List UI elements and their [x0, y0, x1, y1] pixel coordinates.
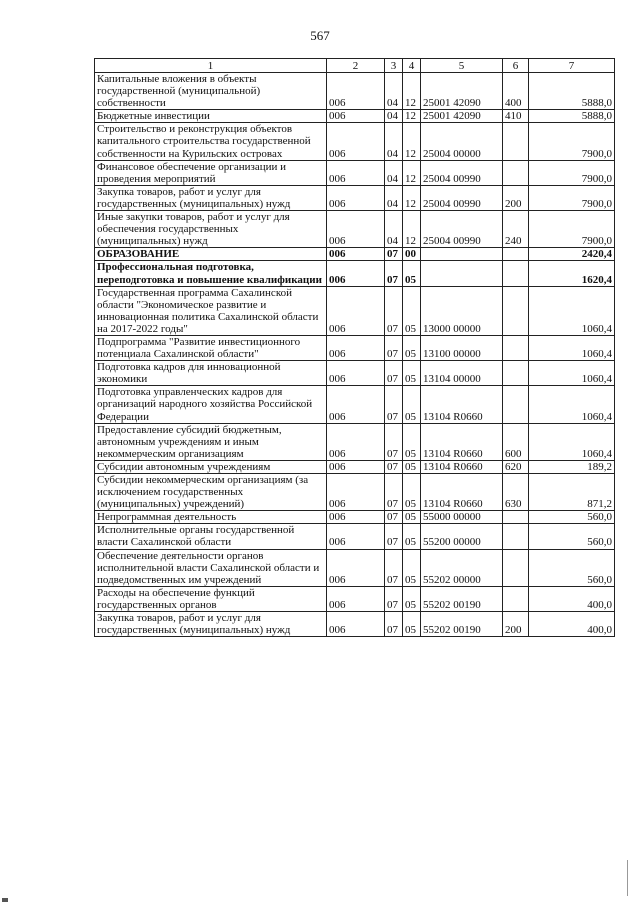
table-row: [95, 460, 615, 473]
row-col5-cell: 25004 00990: [421, 185, 503, 210]
row-col4-cell: 05: [403, 386, 421, 423]
row-col4-cell: 05: [403, 586, 421, 611]
table-row: [95, 386, 615, 423]
row-col4-cell: 12: [403, 73, 421, 110]
row-col5-cell: 25004 00000: [421, 123, 503, 160]
row-name-cell: Непрограммная деятельность: [95, 511, 327, 524]
row-col2-cell: 006: [327, 335, 385, 360]
row-name-cell: Субсидии некоммерческим организациям (за исключением государственных (муниципальных) учреждений): [95, 474, 327, 511]
row-col2-cell: 006: [327, 361, 385, 386]
row-col3-cell: 04: [385, 211, 403, 248]
row-col3-cell: 07: [385, 612, 403, 637]
row-amount-cell: 1060,4: [529, 386, 615, 423]
row-col5-cell: 55200 00000: [421, 524, 503, 549]
row-col5-cell: 25004 00990: [421, 211, 503, 248]
row-amount-cell: 2420,4: [529, 248, 615, 261]
row-col3-cell: 07: [385, 524, 403, 549]
row-name-cell: Подготовка управленческих кадров для организаций народного хозяйства Российской Федерации: [95, 386, 327, 423]
row-amount-cell: 1060,4: [529, 335, 615, 360]
row-name-cell: Исполнительные органы государственной власти Сахалинской области: [95, 524, 327, 549]
row-amount-cell: 560,0: [529, 511, 615, 524]
row-name-cell: Бюджетные инвестиции: [95, 110, 327, 123]
row-col4-cell: 05: [403, 423, 421, 460]
row-col4-cell: 12: [403, 110, 421, 123]
table-row: [95, 549, 615, 586]
row-col3-cell: 04: [385, 73, 403, 110]
row-col6-cell: [503, 361, 529, 386]
table-row: [95, 286, 615, 335]
row-col2-cell: 006: [327, 261, 385, 286]
row-col6-cell: 620: [503, 460, 529, 473]
row-col3-cell: 07: [385, 474, 403, 511]
row-col2-cell: 006: [327, 524, 385, 549]
row-amount-cell: 189,2: [529, 460, 615, 473]
row-col6-cell: 400: [503, 73, 529, 110]
row-col5-cell: 55202 00190: [421, 612, 503, 637]
header-col-4: 4: [403, 59, 421, 73]
table-row: [95, 423, 615, 460]
row-amount-cell: 5888,0: [529, 73, 615, 110]
row-col5-cell: [421, 248, 503, 261]
row-amount-cell: 5888,0: [529, 110, 615, 123]
row-col4-cell: 05: [403, 460, 421, 473]
row-col2-cell: 006: [327, 110, 385, 123]
row-name-cell: Субсидии автономным учреждениям: [95, 460, 327, 473]
row-name-cell: Государственная программа Сахалинской области "Экономическое развитие и инновационная политика Сахалинской области на 2017-2022 годы": [95, 286, 327, 335]
row-col5-cell: 13104 R0660: [421, 460, 503, 473]
row-col5-cell: 25001 42090: [421, 73, 503, 110]
row-amount-cell: 7900,0: [529, 123, 615, 160]
row-col3-cell: 04: [385, 185, 403, 210]
row-col6-cell: 240: [503, 211, 529, 248]
table-row: [95, 110, 615, 123]
header-col-1: 1: [95, 59, 327, 73]
row-col4-cell: 05: [403, 361, 421, 386]
row-col3-cell: 07: [385, 286, 403, 335]
table-row: [95, 335, 615, 360]
budget-table-container: [94, 58, 614, 637]
row-name-cell: Закупка товаров, работ и услуг для государственных (муниципальных) нужд: [95, 185, 327, 210]
row-col4-cell: 05: [403, 286, 421, 335]
row-col5-cell: 55000 00000: [421, 511, 503, 524]
table-row: [95, 474, 615, 511]
row-amount-cell: 871,2: [529, 474, 615, 511]
table-row: [95, 586, 615, 611]
header-col-6: 6: [503, 59, 529, 73]
row-col5-cell: 13104 00000: [421, 361, 503, 386]
row-col2-cell: 006: [327, 549, 385, 586]
row-col2-cell: 006: [327, 460, 385, 473]
row-col6-cell: 410: [503, 110, 529, 123]
row-col5-cell: 13000 00000: [421, 286, 503, 335]
row-col2-cell: 006: [327, 248, 385, 261]
row-amount-cell: 560,0: [529, 549, 615, 586]
row-col5-cell: 13100 00000: [421, 335, 503, 360]
row-col5-cell: 13104 R0660: [421, 386, 503, 423]
row-col5-cell: 13104 R0660: [421, 474, 503, 511]
row-name-cell: Капитальные вложения в объекты государственной (муниципальной) собственности: [95, 73, 327, 110]
row-name-cell: Профессиональная подготовка, переподготовка и повышение квалификации: [95, 261, 327, 286]
row-col6-cell: 600: [503, 423, 529, 460]
row-amount-cell: 7900,0: [529, 185, 615, 210]
row-col3-cell: 07: [385, 361, 403, 386]
row-col3-cell: 07: [385, 549, 403, 586]
row-name-cell: Закупка товаров, работ и услуг для государственных (муниципальных) нужд: [95, 612, 327, 637]
header-row: [95, 59, 615, 73]
row-col3-cell: 07: [385, 248, 403, 261]
row-col3-cell: 07: [385, 386, 403, 423]
table-row: [95, 511, 615, 524]
header-col-2: 2: [327, 59, 385, 73]
row-col2-cell: 006: [327, 386, 385, 423]
row-col3-cell: 04: [385, 110, 403, 123]
row-col3-cell: 07: [385, 261, 403, 286]
row-col4-cell: 05: [403, 335, 421, 360]
table-row: [95, 524, 615, 549]
row-col4-cell: 05: [403, 261, 421, 286]
row-col6-cell: [503, 524, 529, 549]
row-col3-cell: 07: [385, 460, 403, 473]
row-col3-cell: 07: [385, 511, 403, 524]
row-col5-cell: 25001 42090: [421, 110, 503, 123]
row-col6-cell: [503, 160, 529, 185]
row-amount-cell: 1060,4: [529, 423, 615, 460]
header-col-5: 5: [421, 59, 503, 73]
row-col6-cell: [503, 549, 529, 586]
row-col4-cell: 05: [403, 511, 421, 524]
row-amount-cell: 1060,4: [529, 361, 615, 386]
row-col2-cell: 006: [327, 160, 385, 185]
row-name-cell: Предоставление субсидий бюджетным, автономным учреждениям и иным некоммерческим организациям: [95, 423, 327, 460]
row-name-cell: Подпрограмма "Развитие инвестиционного потенциала Сахалинской области": [95, 335, 327, 360]
row-col6-cell: [503, 386, 529, 423]
row-amount-cell: 1620,4: [529, 261, 615, 286]
row-col4-cell: 00: [403, 248, 421, 261]
row-col5-cell: 55202 00000: [421, 549, 503, 586]
row-col4-cell: 05: [403, 549, 421, 586]
row-col2-cell: 006: [327, 185, 385, 210]
row-col3-cell: 07: [385, 423, 403, 460]
row-col6-cell: 200: [503, 612, 529, 637]
row-col4-cell: 12: [403, 211, 421, 248]
row-name-cell: Обеспечение деятельности органов исполнительной власти Сахалинской области и подведомственных им учреждений: [95, 549, 327, 586]
row-col4-cell: 12: [403, 185, 421, 210]
row-name-cell: Строительство и реконструкция объектов капитального строительства государственной собственности на Курильских островах: [95, 123, 327, 160]
row-col2-cell: 006: [327, 123, 385, 160]
row-name-cell: Расходы на обеспечение функций государственных органов: [95, 586, 327, 611]
table-row: [95, 211, 615, 248]
row-amount-cell: 560,0: [529, 524, 615, 549]
row-col6-cell: [503, 335, 529, 360]
row-col4-cell: 05: [403, 612, 421, 637]
row-amount-cell: 7900,0: [529, 160, 615, 185]
budget-table: [94, 58, 615, 637]
row-col5-cell: 25004 00990: [421, 160, 503, 185]
row-col2-cell: 006: [327, 211, 385, 248]
row-col2-cell: 006: [327, 423, 385, 460]
row-col3-cell: 04: [385, 123, 403, 160]
row-col2-cell: 006: [327, 586, 385, 611]
row-col5-cell: 13104 R0660: [421, 423, 503, 460]
row-col6-cell: [503, 286, 529, 335]
row-col4-cell: 12: [403, 123, 421, 160]
row-name-cell: Финансовое обеспечение организации и проведения мероприятий: [95, 160, 327, 185]
row-col6-cell: [503, 123, 529, 160]
row-col6-cell: [503, 586, 529, 611]
table-row: [95, 73, 615, 110]
table-row: [95, 185, 615, 210]
table-row: [95, 248, 615, 261]
row-name-cell: ОБРАЗОВАНИЕ: [95, 248, 327, 261]
table-row: [95, 361, 615, 386]
row-col2-cell: 006: [327, 612, 385, 637]
row-col4-cell: 05: [403, 474, 421, 511]
table-row: [95, 612, 615, 637]
row-amount-cell: 1060,4: [529, 286, 615, 335]
row-name-cell: Иные закупки товаров, работ и услуг для обеспечения государственных (муниципальных) нужд: [95, 211, 327, 248]
row-col3-cell: 07: [385, 586, 403, 611]
header-col-7: 7: [529, 59, 615, 73]
row-col5-cell: [421, 261, 503, 286]
scan-corner-mark: [2, 898, 8, 902]
row-col6-cell: [503, 511, 529, 524]
row-col2-cell: 006: [327, 474, 385, 511]
row-amount-cell: 7900,0: [529, 211, 615, 248]
header-col-3: 3: [385, 59, 403, 73]
row-name-cell: Подготовка кадров для инновационной экономики: [95, 361, 327, 386]
row-col4-cell: 05: [403, 524, 421, 549]
row-col6-cell: [503, 261, 529, 286]
row-col2-cell: 006: [327, 73, 385, 110]
table-body: [95, 73, 615, 637]
row-col6-cell: [503, 248, 529, 261]
table-row: [95, 160, 615, 185]
row-col2-cell: 006: [327, 286, 385, 335]
row-col3-cell: 04: [385, 160, 403, 185]
page-number: 567: [310, 28, 330, 43]
row-col6-cell: 630: [503, 474, 529, 511]
row-col2-cell: 006: [327, 511, 385, 524]
table-row: [95, 261, 615, 286]
row-col5-cell: 55202 00190: [421, 586, 503, 611]
row-amount-cell: 400,0: [529, 586, 615, 611]
row-col3-cell: 07: [385, 335, 403, 360]
row-col4-cell: 12: [403, 160, 421, 185]
row-amount-cell: 400,0: [529, 612, 615, 637]
scan-edge-mark: [627, 860, 628, 896]
table-row: [95, 123, 615, 160]
row-col6-cell: 200: [503, 185, 529, 210]
